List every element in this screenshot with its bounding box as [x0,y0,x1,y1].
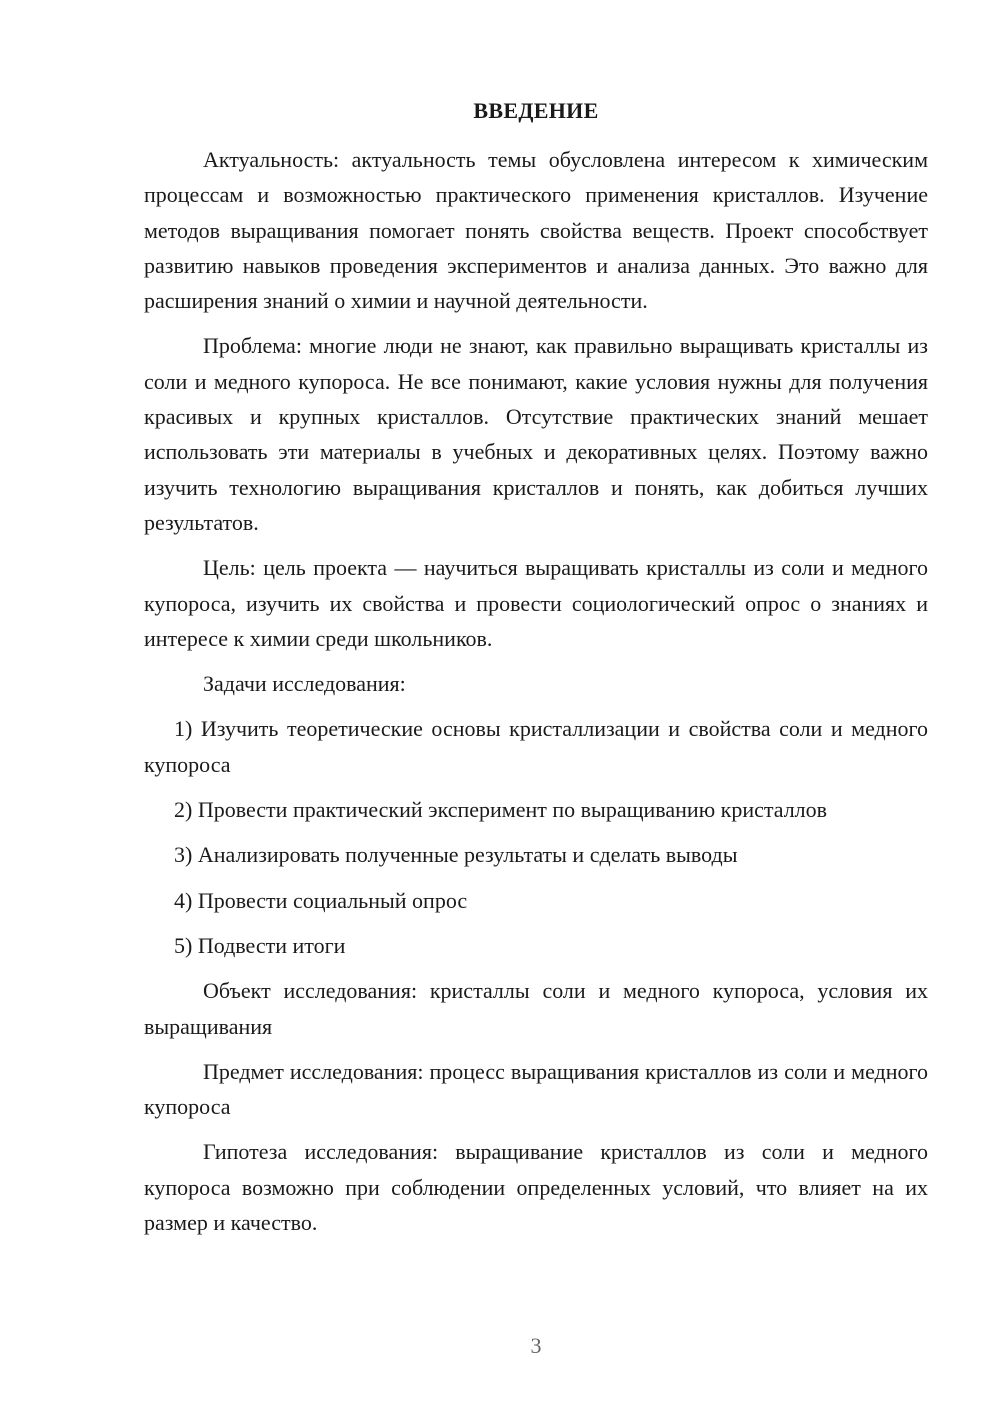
body-text [144,142,928,1250]
task-item-2: 2) Провести практический эксперимент по выращиванию кристаллов [174,797,828,823]
task-item-5: 5) Подвести итоги [174,932,346,958]
task-item-3: 3) Анализировать полученные результаты и сделать выводы [174,842,738,868]
tasks-title: Задачи исследования: [203,671,406,697]
paragraph-subject: Предмет исследования: процесс выращивания кристаллов из соли и медного купороса [144,1058,928,1120]
paragraph-goal: Цель: цель проекта — научиться выращивать кристаллы из соли и медного купороса, изучить их свойства и провести социологический опрос о знаниях и интересе к химии среди школьников. [144,555,928,651]
task-item-1: 1) Изучить теоретические основы кристаллизации и свойства соли и медного купороса [144,716,928,777]
paragraph-object: Объект исследования: кристаллы соли и медного купороса, условия их выращивания [144,978,928,1039]
paragraph-relevance: Актуальность: актуальность темы обусловлена интересом к химическим процессам и возможностью практического применения кристаллов. Изучение методов выращивания помогает понять свойства веществ. Проект способствует развитию навыков проведения экспериментов и анализа данных. Это важно для расширения знаний о химии и научной деятельности. [144,147,928,314]
section-heading: ВВЕДЕНИЕ [473,98,599,123]
page-number: 3 [530,1333,542,1358]
task-item-4: 4) Провести социальный опрос [174,887,468,913]
paragraph-hypothesis: Гипотеза исследования: выращивание кристаллов из соли и медного купороса возможно при соблюдении определенных условий, что влияет на их размер и качество. [144,1139,928,1236]
paragraph-problem: Проблема: многие люди не знают, как правильно выращивать кристаллы из соли и медного купороса. Не все понимают, какие условия нужны для получения красивых и крупных кристаллов. Отсутствие практических знаний мешает использовать эти материалы в учебных и декоративных целях. Поэтому важно изучить технологию выращивания кристаллов и понять, как добиться лучших результатов. [144,333,928,535]
